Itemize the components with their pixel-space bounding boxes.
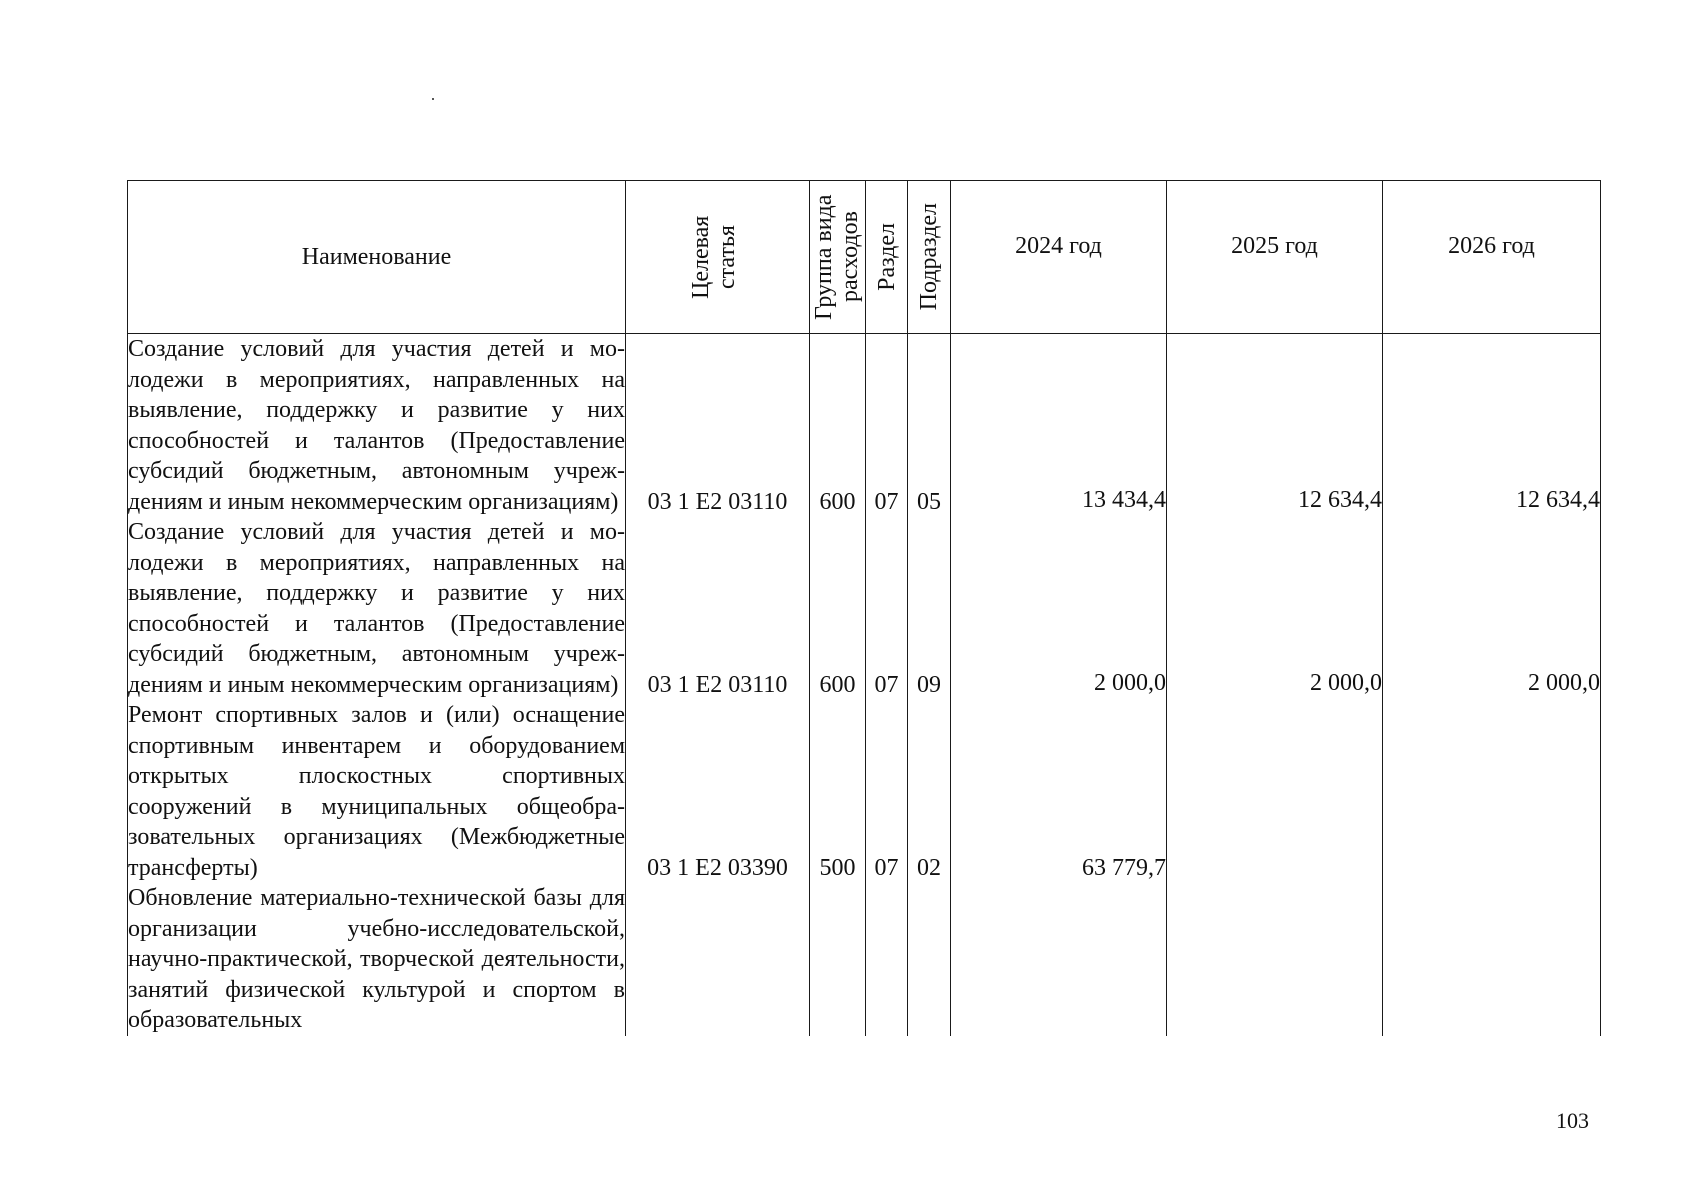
row-target-article: 03 1 Е2 03390 [626,700,810,883]
header-expense-group: Группа вида расходов [810,181,866,334]
row-amount-2026: 2 000,0 [1383,517,1601,700]
row-target-article [626,883,810,1036]
row-name: Обновление материально-технической базы для организации учебно-исследовательской, научно-практической, творческой деятельности, занятий физической культурой и спортом в образовательных [128,883,626,1036]
row-section: 07 [866,517,908,700]
row-amount-2025 [1167,700,1383,883]
header-section: Раздел [866,181,908,334]
row-amount-2025: 12 634,4 [1167,334,1383,518]
header-2024: 2024 год [951,181,1167,334]
row-section: 07 [866,700,908,883]
row-amount-2025: 2 000,0 [1167,517,1383,700]
header-2025: 2025 год [1167,181,1383,334]
row-target-article: 03 1 Е2 03110 [626,517,810,700]
table-row [128,334,1601,518]
row-expense-group [810,883,866,1036]
row-expense-group: 600 [810,334,866,518]
row-section: 07 [866,334,908,518]
row-name: Создание условий для участия детей и молодежи в мероприятиях, направленных на выявление, поддержку и развитие у них способностей и талантов (Предоставление субсидий бюджетным, автономным учреждениям и иным некоммерческим организациям) [128,517,626,700]
row-amount-2024: 63 779,7 [951,700,1167,883]
stray-dot [432,98,434,100]
row-name: Ремонт спортивных залов и (или) оснащение спортивным инвентарем и оборудованием открытых плоскостных спортивных сооружений в муниципальных общеобразовательных организациях (Межбюджетные трансферты) [128,700,626,883]
header-2026: 2026 год [1383,181,1601,334]
header-target-article: Целевая статья [626,181,810,334]
row-expense-group: 500 [810,700,866,883]
budget-table [127,180,1601,1036]
header-subsection: Подраздел [908,181,951,334]
row-subsection: 05 [908,334,951,518]
row-subsection: 02 [908,700,951,883]
header-name: Наименование [128,181,626,334]
row-amount-2024 [951,883,1167,1036]
row-subsection [908,883,951,1036]
page-number: 103 [1556,1108,1589,1133]
row-subsection: 09 [908,517,951,700]
row-amount-2025 [1167,883,1383,1036]
table-header-row [128,181,1601,334]
table-row [128,700,1601,883]
row-amount-2024: 2 000,0 [951,517,1167,700]
row-amount-2026 [1383,700,1601,883]
row-amount-2026 [1383,883,1601,1036]
row-expense-group: 600 [810,517,866,700]
row-name: Создание условий для участия детей и молодежи в мероприятиях, направленных на выявление, поддержку и развитие у них способностей и талантов (Предоставление субсидий бюджетным, автономным учреждениям и иным некоммерческим организациям) [128,334,626,518]
table-row [128,517,1601,700]
row-section [866,883,908,1036]
row-target-article: 03 1 Е2 03110 [626,334,810,518]
row-amount-2024: 13 434,4 [951,334,1167,518]
row-amount-2026: 12 634,4 [1383,334,1601,518]
table-row [128,883,1601,1036]
